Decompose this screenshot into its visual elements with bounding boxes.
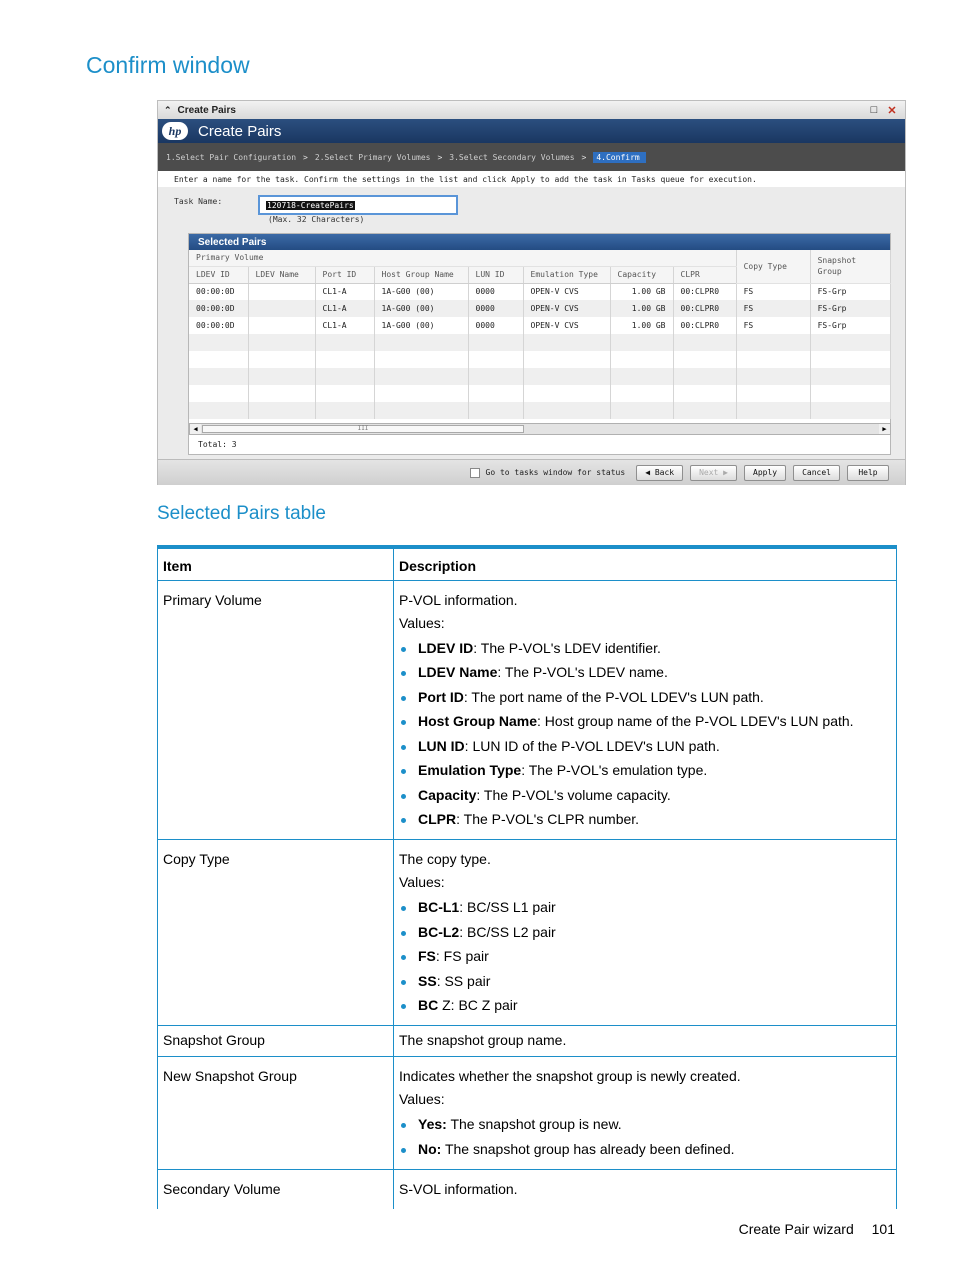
cell: 00:00:0D [189, 300, 248, 317]
cell: CL1-A [315, 317, 374, 334]
list-item: FS: FS pair [399, 945, 891, 968]
list-item: Host Group Name: Host group name of the P-VOL LDEV's LUN path. [399, 710, 891, 733]
table-row[interactable] [189, 317, 890, 334]
values-label: Values: [399, 614, 445, 631]
table-row [158, 1026, 897, 1057]
cell: OPEN-V CVS [523, 317, 610, 334]
list-item: BC-L2: BC/SS L2 pair [399, 921, 891, 944]
cell: CL1-A [315, 283, 374, 300]
list-item: LUN ID: LUN ID of the P-VOL LDEV's LUN path. [399, 735, 891, 758]
table-row [158, 1169, 897, 1209]
empty-row [189, 368, 890, 385]
cell: 1A-G00 (00) [374, 317, 468, 334]
list-item: Emulation Type: The P-VOL's emulation type. [399, 759, 891, 782]
cell: 00:CLPR0 [673, 283, 736, 300]
wizard-footer [158, 459, 905, 485]
description-cell: S-VOL information. [394, 1169, 897, 1209]
cell: 00:00:0D [189, 283, 248, 300]
wizard-steps [158, 143, 905, 171]
cancel-button[interactable]: Cancel [793, 465, 840, 481]
cell [248, 300, 315, 317]
list-item: BC-L1: BC/SS L1 pair [399, 896, 891, 919]
selected-pairs-panel [188, 233, 891, 455]
col-header[interactable]: Port ID [315, 266, 374, 283]
item-cell: Copy Type [158, 840, 394, 1026]
task-name-value: 120718-CreatePairs [267, 200, 354, 210]
table-row [158, 580, 897, 840]
task-name-input[interactable] [258, 195, 458, 215]
col-header[interactable]: Snapshot Group [810, 250, 890, 283]
list-item: LDEV ID: The P-VOL's LDEV identifier. [399, 637, 891, 660]
selected-pairs-table-heading: Selected Pairs table [157, 503, 326, 524]
empty-row [189, 334, 890, 351]
list-item: Capacity: The P-VOL's volume capacity. [399, 784, 891, 807]
table-row[interactable] [189, 283, 890, 300]
total-value: 3 [231, 440, 237, 449]
cell: CL1-A [315, 300, 374, 317]
next-button[interactable]: Next ▶ [690, 465, 737, 481]
selected-pairs-description-table [157, 545, 897, 1209]
table-row[interactable] [189, 300, 890, 317]
cell: FS [736, 317, 810, 334]
apply-button[interactable]: Apply [744, 465, 786, 481]
description-intro: P-VOL information. [399, 591, 518, 608]
cell: 00:CLPR0 [673, 317, 736, 334]
description-cell [394, 1057, 897, 1170]
create-pairs-window [157, 100, 906, 485]
confirm-window-heading: Confirm window [86, 52, 250, 78]
cell: FS [736, 283, 810, 300]
step-2: 2.Select Primary Volumes [314, 152, 431, 162]
cell [248, 317, 315, 334]
step-4-current: 4.Confirm [593, 152, 645, 163]
page-number: 101 [871, 1221, 895, 1237]
hp-logo-icon: hp [162, 122, 188, 140]
empty-row [189, 351, 890, 368]
cell: FS-Grp [810, 317, 890, 334]
item-cell: Secondary Volume [158, 1169, 394, 1209]
step-separator: > [303, 152, 308, 162]
cell: 1A-G00 (00) [374, 283, 468, 300]
cell: 1.00 GB [610, 283, 673, 300]
cell: 0000 [468, 317, 523, 334]
values-list [399, 1113, 891, 1161]
list-item: BC Z: BC Z pair [399, 994, 891, 1017]
empty-row [189, 402, 890, 419]
description-intro: The copy type. [399, 851, 491, 867]
values-label: Values: [399, 874, 445, 890]
values-label: Values: [399, 1091, 445, 1107]
item-cell: Primary Volume [158, 580, 394, 840]
item-cell: New Snapshot Group [158, 1057, 394, 1170]
cell [248, 283, 315, 300]
col-header[interactable]: CLPR [673, 266, 736, 283]
checkbox-label: Go to tasks window for status [485, 468, 626, 477]
list-item: CLPR: The P-VOL's CLPR number. [399, 808, 891, 831]
empty-row [189, 385, 890, 402]
page-footer [725, 1221, 895, 1237]
go-to-tasks-checkbox[interactable] [470, 468, 626, 478]
cell: 00:CLPR0 [673, 300, 736, 317]
panel-title: Selected Pairs [189, 234, 890, 250]
item-cell: Snapshot Group [158, 1026, 394, 1057]
col-header[interactable]: Copy Type [736, 250, 810, 283]
cell: OPEN-V CVS [523, 283, 610, 300]
scroll-left-icon[interactable]: ◀ [190, 424, 201, 434]
cell: 1.00 GB [610, 317, 673, 334]
footer-section: Create Pair wizard [738, 1221, 854, 1237]
col-header[interactable]: LDEV ID [189, 266, 248, 283]
close-icon[interactable]: ✕ [887, 104, 897, 117]
task-name-label: Task Name: [174, 197, 223, 206]
back-button[interactable]: ◀ Back [636, 465, 683, 481]
horizontal-scrollbar[interactable] [189, 423, 891, 435]
description-cell: The snapshot group name. [394, 1026, 897, 1057]
cell: OPEN-V CVS [523, 300, 610, 317]
header-item: Item [158, 547, 394, 580]
collapse-chevron-icon[interactable]: ⌃ [164, 104, 172, 115]
values-list [399, 637, 891, 832]
cell: 00:00:0D [189, 317, 248, 334]
checkbox-box[interactable] [470, 468, 480, 478]
group-header-primary-volume: Primary Volume [189, 250, 736, 266]
table-row [158, 1057, 897, 1170]
total-count [198, 440, 237, 449]
window-titlebar [158, 101, 905, 119]
list-item: Port ID: The port name of the P-VOL LDEV's LUN path. [399, 686, 891, 709]
task-name-hint: (Max. 32 Characters) [268, 215, 365, 224]
cell: 1A-G00 (00) [374, 300, 468, 317]
cell: 1.00 GB [610, 300, 673, 317]
cell: 0000 [468, 300, 523, 317]
table-row [158, 840, 897, 1026]
step-3: 3.Select Secondary Volumes [449, 152, 575, 162]
selected-pairs-grid [189, 250, 891, 419]
total-label: Total: [198, 440, 227, 449]
list-item: SS: SS pair [399, 970, 891, 993]
col-header[interactable]: LDEV Name [248, 266, 315, 283]
step-separator: > [437, 152, 443, 162]
description-cell [394, 840, 897, 1026]
col-header[interactable]: Capacity [610, 266, 673, 283]
cell: 0000 [468, 283, 523, 300]
cell: FS-Grp [810, 300, 890, 317]
maximize-icon[interactable]: □ [870, 104, 878, 116]
col-header[interactable]: Host Group Name [374, 266, 468, 283]
values-list [399, 896, 891, 1017]
scroll-right-icon[interactable]: ▶ [879, 424, 890, 434]
col-header[interactable]: Emulation Type [523, 266, 610, 283]
scroll-thumb[interactable]: III [202, 425, 524, 433]
step-1: 1.Select Pair Configuration [166, 152, 297, 162]
banner-title: Create Pairs [198, 122, 282, 140]
cell: FS-Grp [810, 283, 890, 300]
header-description: Description [394, 547, 897, 580]
instruction-text: Enter a name for the task. Confirm the settings in the list and click Apply to add the task in Tasks queue for execution. [158, 171, 905, 187]
list-item: LDEV Name: The P-VOL's LDEV name. [399, 661, 891, 684]
description-intro: Indicates whether the snapshot group is newly created. [399, 1068, 741, 1084]
wizard-banner [158, 119, 905, 143]
cell: FS [736, 300, 810, 317]
help-button[interactable]: Help [847, 465, 889, 481]
list-item: No: The snapshot group has already been defined. [399, 1138, 891, 1161]
description-cell [394, 580, 897, 840]
step-separator: > [581, 152, 587, 162]
col-header[interactable]: LUN ID [468, 266, 523, 283]
list-item: Yes: The snapshot group is new. [399, 1113, 891, 1136]
window-title: Create Pairs [177, 104, 236, 116]
